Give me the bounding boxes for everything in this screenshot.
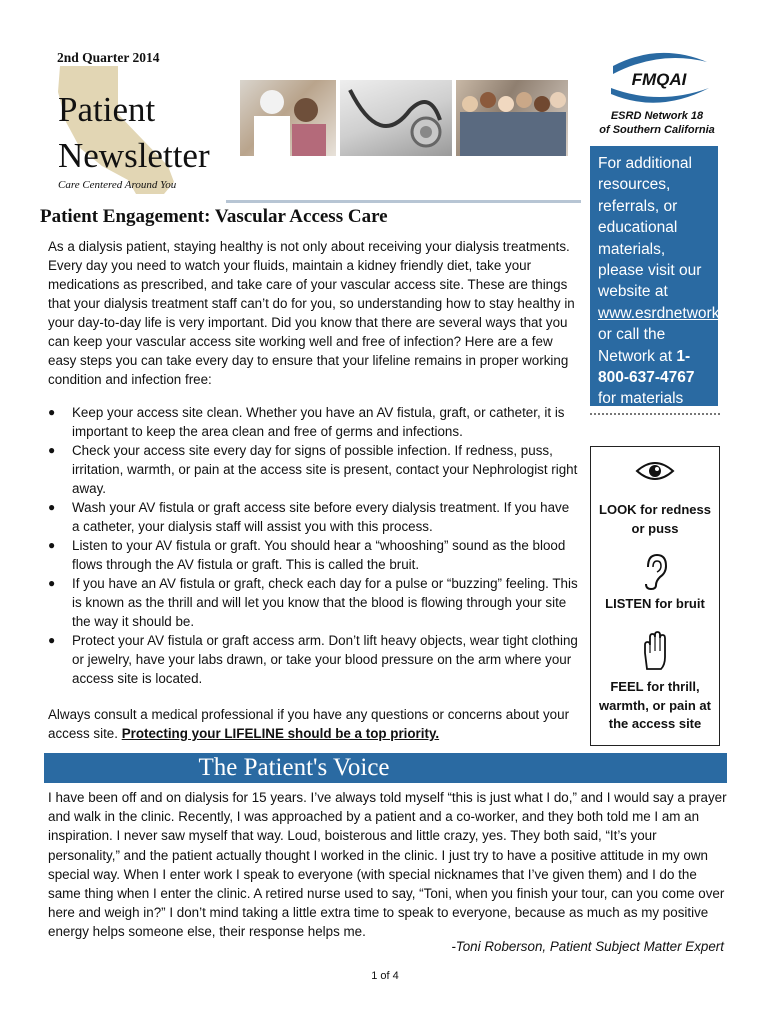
engagement-closing <box>48 705 576 743</box>
newsletter-title-line1: Patient <box>58 90 156 129</box>
mail-text: for materials sent by mail. <box>598 390 686 429</box>
care-steps-list <box>48 403 578 688</box>
list-item: ● Check your access site every day for signs of possible infection. If redness, puss, irritation, warmth, or pain at the access site is present, contact your Nephrologist right away. <box>48 443 578 496</box>
eye-icon <box>591 459 719 488</box>
engagement-heading: Patient Engagement: Vascular Access Care <box>40 206 388 227</box>
california-map-graphic <box>40 62 230 198</box>
resources-text: For additional resources, referrals, or educational materials, please visit our website at <box>598 155 702 301</box>
network-name: ESRD Network 18 <box>610 110 704 122</box>
look-label: LOOK for redness or puss <box>599 502 711 536</box>
header-photo-group <box>456 80 568 156</box>
engagement-intro: As a dialysis patient, staying healthy is not only about receiving your dialysis treatments. Every day you need to watch your fluids, maintain a kidney friendly diet, take your medications as prescribed, and take care of your vascular access site. These are things that your dialysis treatment staff can’t do for you, so understanding how to stay healthy in your day-to-day life is very important. Did you know that there are several ways that you can keep your vascular access site working well and free of infection? Here are a few easy steps you can take every day to ensure that your lifeline remains in proper working condition and infection free: <box>48 239 575 387</box>
list-item: ● Protect your AV fistula or graft access arm. Don’t lift heavy objects, wear tight clothing or jewelry, have your labs drawn, or take your blood pressure on the arm where your access site is located. <box>48 633 578 686</box>
header-photo-doctor-patient <box>240 80 336 156</box>
resources-sidebar <box>590 146 764 429</box>
bullet-icon: ● <box>48 576 56 590</box>
network-region: of Southern California <box>599 124 715 136</box>
voice-heading: The Patient's Voice <box>198 754 390 781</box>
phone-number: 1-800-637-4767 <box>598 347 695 387</box>
header-divider <box>226 200 581 203</box>
listen-label: LISTEN for bruit <box>605 596 705 611</box>
access-check-box <box>590 446 720 746</box>
header-photo-stethoscope <box>340 80 452 156</box>
bullet-icon: ● <box>48 443 56 457</box>
bullet-icon: ● <box>48 633 56 647</box>
bullet-icon: ● <box>48 500 56 514</box>
voice-signature: -Toni Roberson, Patient Subject Matter Expert <box>451 939 724 954</box>
website-link[interactable]: www.esrdnetwork18.org <box>598 304 764 322</box>
page-number: 1 of 4 <box>371 970 399 982</box>
newsletter-title-line2: Newsletter <box>58 136 210 175</box>
bullet-icon: ● <box>48 538 56 552</box>
closing-text: Always consult a medical professional if you have any questions or concerns about your access site. <box>48 707 570 741</box>
list-item: ● Listen to your AV fistula or graft. You should hear a “whooshing” sound as the blood flows through the AV fistula or graft. This is called the bruit. <box>48 538 566 572</box>
voice-story: I have been off and on dialysis for 15 years. I’ve always told myself “this is just what I do,” and I would say a prayer and walk in the clinic. Recently, I was approached by a patient and a co-worker, and they both told me I am an inspiration. I never saw myself that way. Loud, boisterous and little crazy, yes. They both said, “It’s your personality,” and the patient actually thought I worked in the clinic. I just try to have a positive attitude in my own special way. When I enter work I speak to everyone (with special nicknames that I’ve given them) and I do the same thing when I enter the clinic. A retired nurse used to say, “Toni, when you finish your tour, can you come over here and weigh in?” I don’t mind taking a little extra time to speak to everyone, because as much as my positive energy helps someone else, their response helps me. <box>48 790 727 940</box>
list-item: ● Wash your AV fistula or graft access site before every dialysis treatment. If you have a catheter, your dialysis staff will assist you with this process. <box>48 500 570 534</box>
ear-icon <box>591 553 719 596</box>
bullet-icon: ● <box>48 405 56 419</box>
closing-emphasis: Protecting your LIFELINE should be a top priority. <box>121 726 440 741</box>
logo-text: FMQAI <box>631 70 687 89</box>
newsletter-tagline: Care Centered Around You <box>58 179 177 191</box>
fmqai-logo <box>603 48 715 108</box>
hand-icon <box>591 631 719 676</box>
list-item: ● If you have an AV fistula or graft, check each day for a pulse or “buzzing” feeling. This is known as the thrill and will let you know that the blood is flowing through your site the way it should be. <box>48 576 578 629</box>
list-item: ● Keep your access site clean. Whether you have an AV fistula, graft, or catheter, it is important to keep the area clean and free of germs and infections. <box>48 405 565 439</box>
sidebar-divider <box>590 413 720 415</box>
feel-label: FEEL for thrill, warmth, or pain at the access site <box>599 679 711 731</box>
call-text: or call the Network at <box>598 326 673 365</box>
issue-quarter: 2nd Quarter 2014 <box>57 50 160 65</box>
